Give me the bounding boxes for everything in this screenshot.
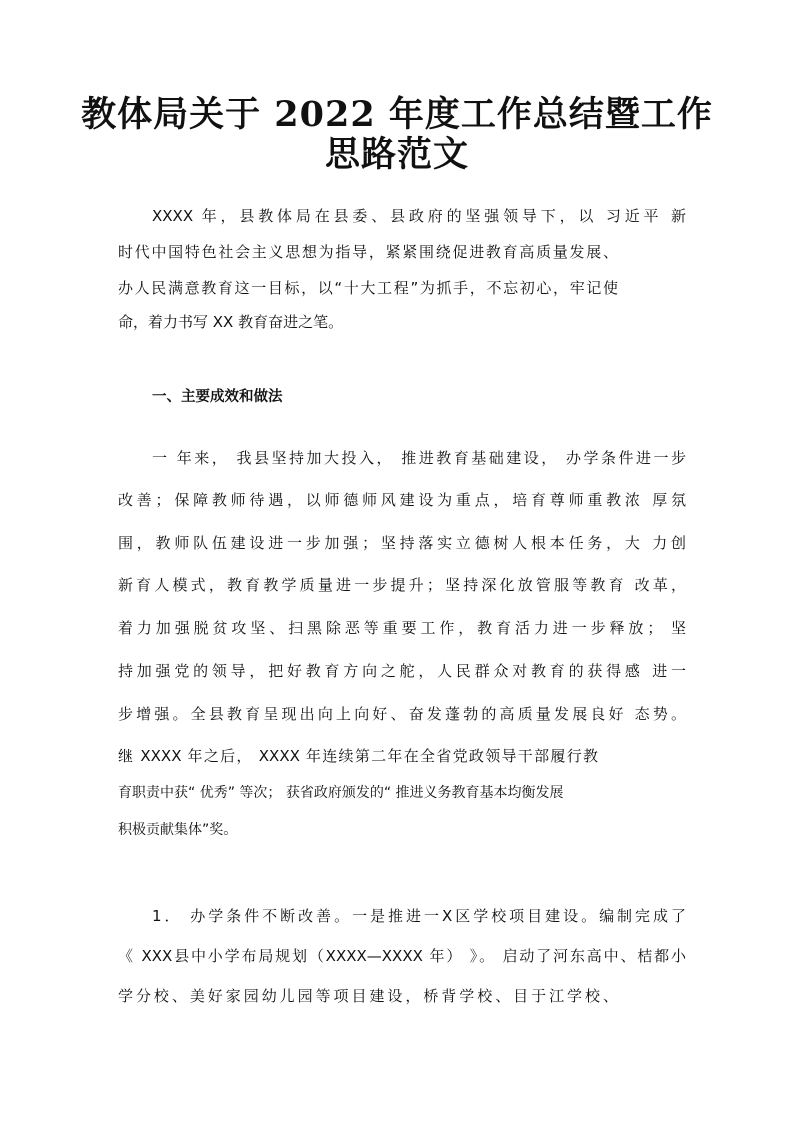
text-line: 学分校、美好家园幼儿园等项目建设，桥背学校、目于江学校、 xyxy=(118,987,618,1005)
text-line: 一 年来， 我县坚持加大投入， 推进教育基础建设， 办学条件进一步 xyxy=(152,449,686,467)
text-line: 着力加强脱贫攻坚、扫黑除恶等重要工作，教育活力进一步释放； 坚 xyxy=(118,619,686,637)
text-line: 继 XXXX 年之后， XXXX 年连续第二年在全省党政领导干部履行教 xyxy=(118,747,598,765)
text-line: 积极贡献集体”奖。 xyxy=(118,822,238,838)
text-line: 持加强党的领导，把好教育方向之舵，人民群众对教育的获得感 进一 xyxy=(118,662,686,680)
section-heading: 一、主要成效和做法 xyxy=(152,389,283,405)
text-line: 1． 办学条件不断改善。一是推进一X区学校项目建设。编制完成了 xyxy=(152,907,686,925)
text-line: 办人民满意教育这一目标，以“十大工程”为抓手，不忘初心，牢记使 xyxy=(118,279,618,297)
text-line: 《 XXX县中小学布局规划（XXXX—XXXX 年） 》。 启动了河东高中、桔都小 xyxy=(118,947,686,965)
text-line: 新育人模式，教育教学质量进一步提升；坚持深化放管服等教育 改革， xyxy=(118,576,686,594)
document-title-line-2: 思路范文 xyxy=(324,134,469,175)
text-line: 改善；保障教师待遇，以师德师风建设为重点，培育尊师重教浓 厚氛 xyxy=(118,491,686,509)
text-line: 育职责中获“ 优秀” 等次； 获省政府颁发的“ 推进义务教育基本均衡发展 xyxy=(118,785,564,801)
document-title-line-1: 教体局关于 2022 年度工作总结暨工作 xyxy=(81,94,713,135)
text-line: 命，着力书写 XX 教育奋进之笔。 xyxy=(118,313,344,331)
text-line: 围，教师队伍建设进一步加强；坚持落实立德树人根本任务，大 力创 xyxy=(118,534,686,552)
text-line: 步增强。全县教育呈现出向上向好、奋发蓬勃的高质量发展良好 态势。 xyxy=(118,705,686,723)
text-line: XXXX 年，县教体局在县委、县政府的坚强领导下，以 习近平 新 xyxy=(152,207,686,225)
text-line: 时代中国特色社会主义思想为指导，紧紧围绕促进教育高质量发展、 xyxy=(118,243,618,261)
